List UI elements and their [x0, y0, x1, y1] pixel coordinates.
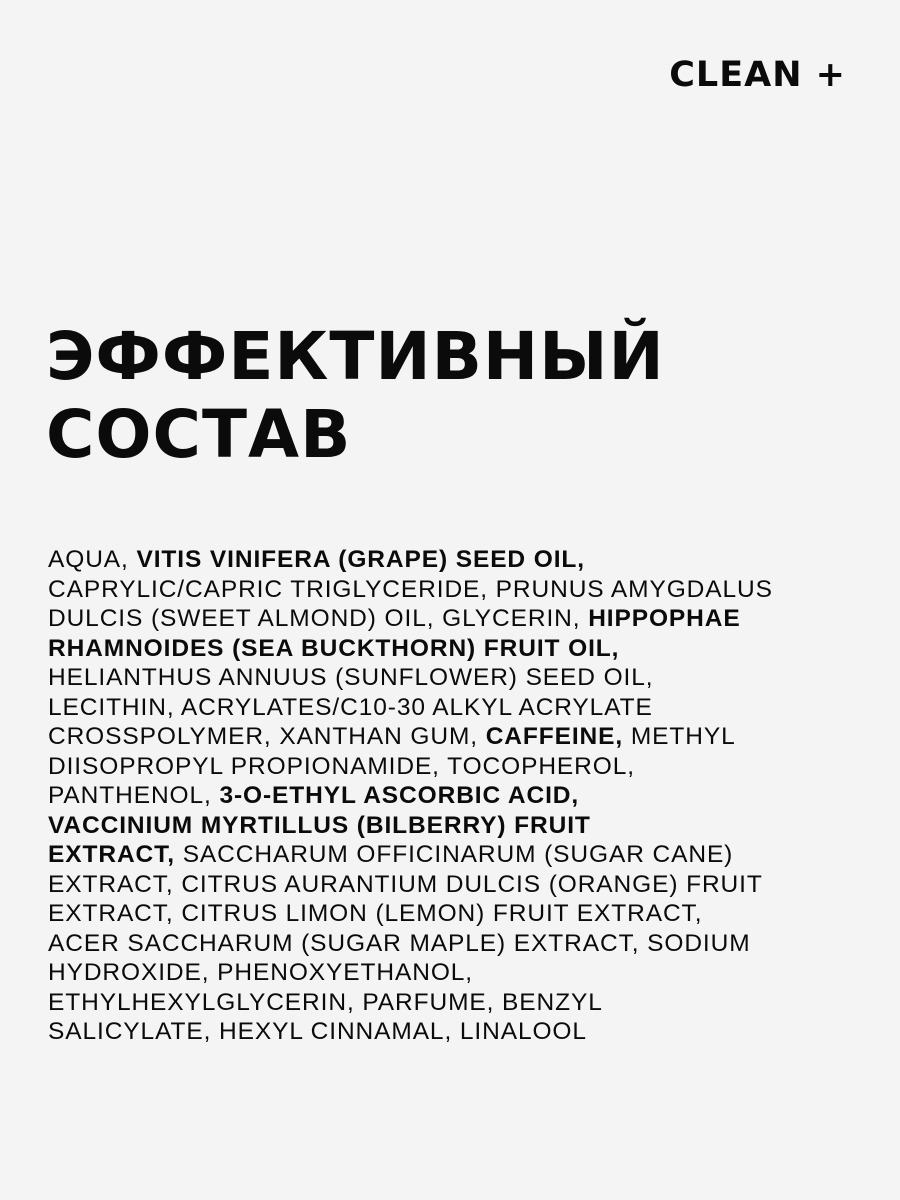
ingredient-text: CROSSPOLYMER, XANTHAN GUM,	[48, 723, 486, 750]
ingredients-line: LECITHIN, ACRYLATES/C10-30 ALKYL ACRYLATE	[48, 693, 653, 721]
ingredient-highlight: VACCINIUM MYRTILLUS (BILBERRY) FRUIT	[48, 811, 591, 839]
ingredients-line	[48, 604, 858, 634]
brand-logo: CLEAN +	[669, 55, 846, 95]
ingredient-highlight: VITIS VINIFERA (GRAPE) SEED OIL,	[136, 546, 585, 573]
ingredients-line	[48, 811, 858, 841]
ingredient-highlight: RHAMNOIDES (SEA BUCKTHORN) FRUIT OIL,	[48, 634, 620, 662]
page-heading	[46, 318, 665, 474]
ingredient-text: AQUA,	[48, 546, 137, 573]
ingredients-line	[48, 722, 858, 752]
heading-line-1: ЭФФЕКТИВНЫЙ	[46, 318, 665, 395]
ingredient-text: METHYL	[623, 723, 736, 750]
ingredient-highlight: 3-O-ETHYL ASCORBIC ACID,	[219, 782, 580, 809]
ingredients-line: HYDROXIDE, PHENOXYETHANOL,	[48, 959, 474, 986]
ingredient-text: SACCHARUM OFFICINARUM (SUGAR CANE)	[174, 841, 734, 868]
ingredient-text: DULCIS (SWEET ALMOND) OIL, GLYCERIN,	[48, 605, 589, 632]
heading-line-2: СОСТАВ	[46, 396, 352, 473]
ingredients-line	[48, 840, 858, 870]
ingredients-line: DIISOPROPYL PROPIONAMIDE, TOCOPHEROL,	[48, 752, 635, 780]
ingredients-line	[48, 634, 858, 664]
ingredients-line: EXTRACT, CITRUS LIMON (LEMON) FRUIT EXTRACT,	[48, 900, 703, 927]
ingredients-line	[48, 781, 858, 811]
ingredients-line: HELIANTHUS ANNUUS (SUNFLOWER) SEED OIL,	[48, 664, 654, 691]
ingredients-list	[48, 545, 858, 1047]
ingredients-line: ACER SACCHARUM (SUGAR MAPLE) EXTRACT, SODIUM	[48, 929, 751, 957]
ingredients-line: SALICYLATE, HEXYL CINNAMAL, LINALOOL	[48, 1018, 587, 1045]
ingredient-highlight: HIPPOPHAE	[588, 605, 741, 632]
ingredient-highlight: EXTRACT,	[48, 841, 175, 868]
ingredients-line: EXTRACT, CITRUS AURANTIUM DULCIS (ORANGE) FRUIT	[48, 870, 763, 898]
ingredients-line: ETHYLHEXYLGLYCERIN, PARFUME, BENZYL	[48, 988, 603, 1016]
ingredient-text: PANTHENOL,	[48, 782, 220, 809]
ingredient-highlight: CAFFEINE,	[485, 723, 624, 750]
ingredients-line	[48, 545, 858, 575]
ingredients-line: CAPRYLIC/CAPRIC TRIGLYCERIDE, PRUNUS AMYGDALUS	[48, 575, 773, 603]
